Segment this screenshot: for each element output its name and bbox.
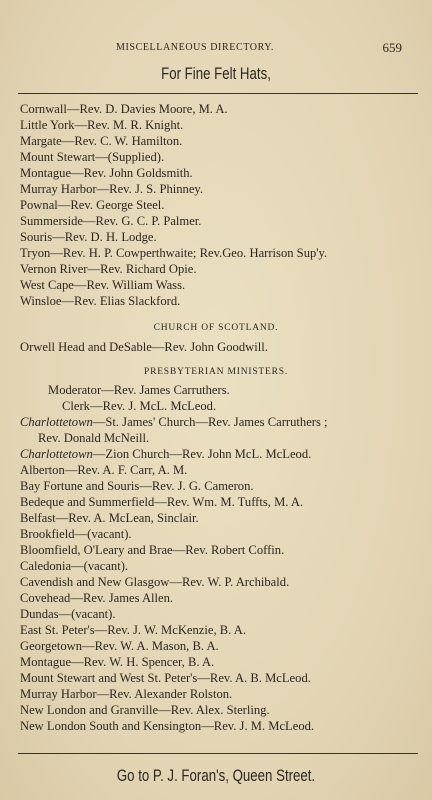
entry-line: Caledonia—(vacant).: [20, 559, 129, 573]
entry-line: Cavendish and New Glasgow—Rev. W. P. Archibald.: [20, 575, 290, 589]
page-header: [0, 40, 432, 56]
entry-line: Mount Stewart and West St. Peter's—Rev. A. B. McLeod.: [20, 671, 311, 685]
entry-line: Montague—Rev. John Goldsmith.: [20, 166, 193, 180]
entry-line: Brookfield—(vacant).: [20, 527, 132, 541]
entry-line: Covehead—Rev. James Allen.: [20, 591, 174, 605]
entry-line: Pownal—Rev. George Steel.: [20, 198, 165, 212]
entry-line: Tryon—Rev. H. P. Cowperthwaite; Rev.Geo. Harrison Sup'y.: [20, 246, 328, 260]
entry-line: Margate—Rev. C. W. Hamilton.: [20, 134, 183, 148]
entry-line: Winsloe—Rev. Elias Slackford.: [20, 294, 181, 308]
bottom-divider-rule: [18, 753, 418, 754]
entry-line: Montague—Rev. W. H. Spencer, B. A.: [20, 655, 215, 669]
top-advertisement-banner: For Fine Felt Hats,: [161, 64, 271, 83]
entry-line: Little York—Rev. M. R. Knight.: [20, 118, 184, 132]
running-head: MISCELLANEOUS DIRECTORY.: [116, 42, 274, 53]
place-name-italic: Charlottetown: [20, 415, 93, 429]
entry-line: [20, 447, 311, 462]
entry-line: New London and Granville—Rev. Alex. Sterling.: [20, 703, 270, 717]
entry-line: Belfast—Rev. A. McLean, Sinclair.: [20, 511, 199, 525]
entry-line: Murray Harbor—Rev. Alexander Rolston.: [20, 687, 233, 701]
entry-line: East St. Peter's—Rev. J. W. McKenzie, B. A.: [20, 623, 247, 637]
entry-line: Vernon River—Rev. Richard Opie.: [20, 262, 197, 276]
entry-line: Orwell Head and DeSable—Rev. John Goodwill.: [20, 340, 268, 354]
top-divider-rule: [18, 93, 418, 94]
place-name-italic: Charlottetown: [20, 447, 93, 461]
entry-line: Murray Harbor—Rev. J. S. Phinney.: [20, 182, 204, 196]
moderator-line: Moderator—Rev. James Carruthers.: [48, 383, 230, 397]
entry-line: Bloomfield, O'Leary and Brae—Rev. Robert Coffin.: [20, 543, 285, 557]
entry-line: Souris—Rev. D. H. Lodge.: [20, 230, 157, 244]
entry-text: —Zion Church—Rev. John McL. McLeod.: [92, 447, 312, 461]
entry-continuation: Rev. Donald McNeill.: [38, 431, 150, 445]
entry-line: Bedeque and Summerfield—Rev. Wm. M. Tuffts, M. A.: [20, 495, 304, 509]
entry-line: Dundas—(vacant).: [20, 607, 116, 621]
section-heading-presbyterian: PRESBYTERIAN MINISTERS.: [143, 367, 289, 377]
clerk-line: Clerk—Rev. J. McL. McLeod.: [62, 399, 217, 413]
entry-line: Summerside—Rev. G. C. P. Palmer.: [20, 214, 202, 228]
entry-line: Mount Stewart—(Supplied).: [20, 150, 165, 164]
section-heading-church-of-scotland: CHURCH OF SCOTLAND.: [153, 323, 279, 333]
page-number: 659: [382, 40, 402, 55]
entry-line: Alberton—Rev. A. F. Carr, A. M.: [20, 463, 188, 477]
entry-line: New London South and Kensington—Rev. J. M. McLeod.: [20, 719, 315, 733]
entry-line: Cornwall—Rev. D. Davies Moore, M. A.: [20, 102, 228, 116]
entry-text: —St. James' Church—Rev. James Carruthers ;: [92, 415, 328, 429]
entry-line: [20, 415, 328, 430]
entry-line: Georgetown—Rev. W. A. Mason, B. A.: [20, 639, 219, 653]
entry-line: West Cape—Rev. William Wass.: [20, 278, 186, 292]
bottom-advertisement-banner: Go to P. J. Foran's, Queen Street.: [116, 766, 316, 785]
entry-line: Bay Fortune and Souris—Rev. J. G. Cameron.: [20, 479, 254, 493]
